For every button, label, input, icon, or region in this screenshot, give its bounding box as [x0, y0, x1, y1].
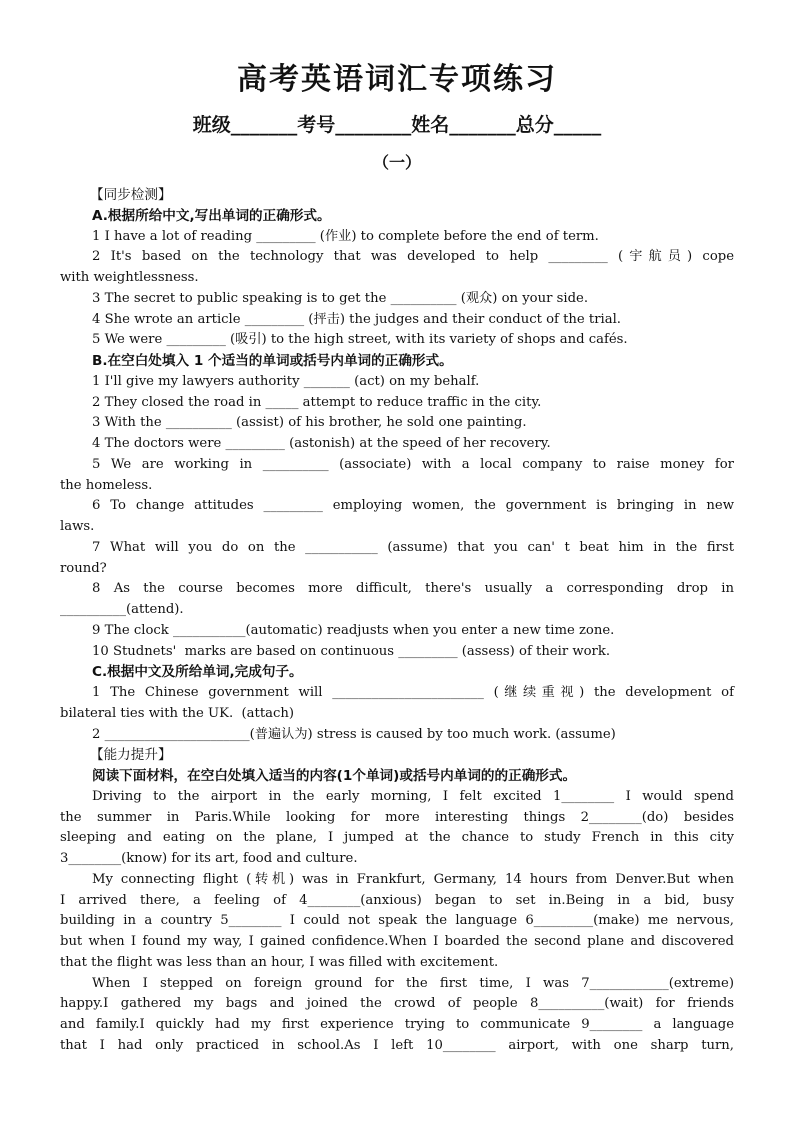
text-line: building in a country 5________ I could not speak the language 6_________(make) me nervous,: [60, 913, 734, 929]
text-line: 3 The secret to public speaking is to get the __________ (观众) on your side.: [92, 290, 589, 306]
text-line: 2 They closed the road in _____ attempt to reduce traffic in the city.: [92, 394, 542, 410]
text-line: 【同步检测】: [90, 187, 172, 203]
text-line: 1 I have a lot of reading _________ (作业) to complete before the end of term.: [92, 228, 599, 244]
text-line: with weightlessness.: [60, 270, 199, 285]
text-line: happy.I gathered my bags and joined the crowd of people 8__________(wait) for friends: [60, 996, 734, 1012]
text-line: 【能力提升】: [90, 747, 172, 764]
exercise-content: [60, 185, 734, 1057]
text-line: round?: [60, 560, 107, 576]
text-line: 8 As the course becomes more difficult, there's usually a corresponding drop in: [92, 581, 734, 597]
text-line: When I stepped on foreign ground for the first time, I was 7____________(extreme): [92, 975, 734, 991]
text-line: the homeless.: [60, 477, 153, 493]
text-line: I arrived there, a feeling of 4________(anxious) began to set in.Being in a bid, busy: [60, 892, 734, 908]
text-line: 4 She wrote an article _________ (抨击) the judges and their conduct of the trial.: [92, 311, 622, 327]
text-line: Driving to the airport in the early morning, I felt excited 1________ I would spend: [92, 788, 734, 804]
part-number: （一）: [372, 153, 421, 172]
text-line: the summer in Paris.While looking for more interesting things 2________(do) besides: [60, 809, 734, 825]
text-line: 2 ______________________(普遍认为) stress is caused by too much work. (assume): [92, 726, 616, 742]
text-line: 5 We are working in __________ (associate) with a local company to raise money for: [92, 456, 734, 472]
text-line: 6 To change attitudes _________ employing women, the government is bringing in new: [92, 498, 734, 514]
text-line: that I had only practiced in school.As I left 10________ airport, with one sharp turn,: [60, 1037, 734, 1053]
text-line: 7 What will you do on the ___________ (assume) that you can' t beat him in the first: [92, 539, 734, 555]
text-line: but when I found my way, I gained confidence.When I boarded the second plane and discovered: [60, 934, 734, 949]
text-line: 1 I'll give my lawyers authority _______ (act) on my behalf.: [92, 373, 480, 389]
text-line: 3 With the __________ (assist) of his brother, he sold one painting.: [92, 415, 527, 431]
text-line: B.在空白处填入 1 个适当的单词或括号内单词的正确形式。: [92, 353, 453, 369]
text-line: 4 The doctors were _________ (astonish) at the speed of her recovery.: [92, 436, 551, 451]
text-line: A.根据所给中文,写出单词的正确形式。: [92, 207, 331, 224]
student-info-line: 班级_______考号________姓名_______总分_____: [192, 114, 602, 136]
text-line: My connecting flight (转机) was in Frankfurt, Germany, 14 hours from Denver.But when: [92, 871, 734, 887]
text-line: 9 The clock ___________(automatic) readjusts when you enter a new time zone.: [92, 622, 615, 638]
text-line: 5 We were _________ (吸引) to the high street, with its variety of shops and cafés.: [92, 332, 628, 348]
text-line: C.根据中文及所给单词,完成句子。: [92, 664, 303, 681]
text-line: and family.I quickly had my first experience trying to communicate 9________ a language: [60, 1017, 734, 1032]
text-line: laws.: [60, 519, 95, 534]
text-line: that the flight was less than an hour, I was filled with excitement.: [60, 954, 499, 970]
text-line: 10 Studnets' marks are based on continuous _________ (assess) of their work.: [92, 643, 611, 659]
text-line: bilateral ties with the UK. (attach): [60, 705, 295, 721]
text-line: __________(attend).: [60, 602, 184, 617]
text-line: 阅读下面材料，在空白处填入适当的内容(1个单词)或括号内单词的的正确形式。: [92, 768, 577, 784]
text-line: 3________(know) for its art, food and culture.: [60, 851, 358, 866]
text-line: sleeping and eating on the plane, I jumped at the chance to study French in this city: [60, 830, 734, 846]
text-line: 1 The Chinese government will _______________________ (继续重视) the development of: [92, 685, 734, 700]
page-title: 高考英语词汇专项练习: [237, 62, 557, 97]
text-line: 2 It's based on the technology that was developed to help _________ (宇航员) cope: [92, 249, 734, 265]
